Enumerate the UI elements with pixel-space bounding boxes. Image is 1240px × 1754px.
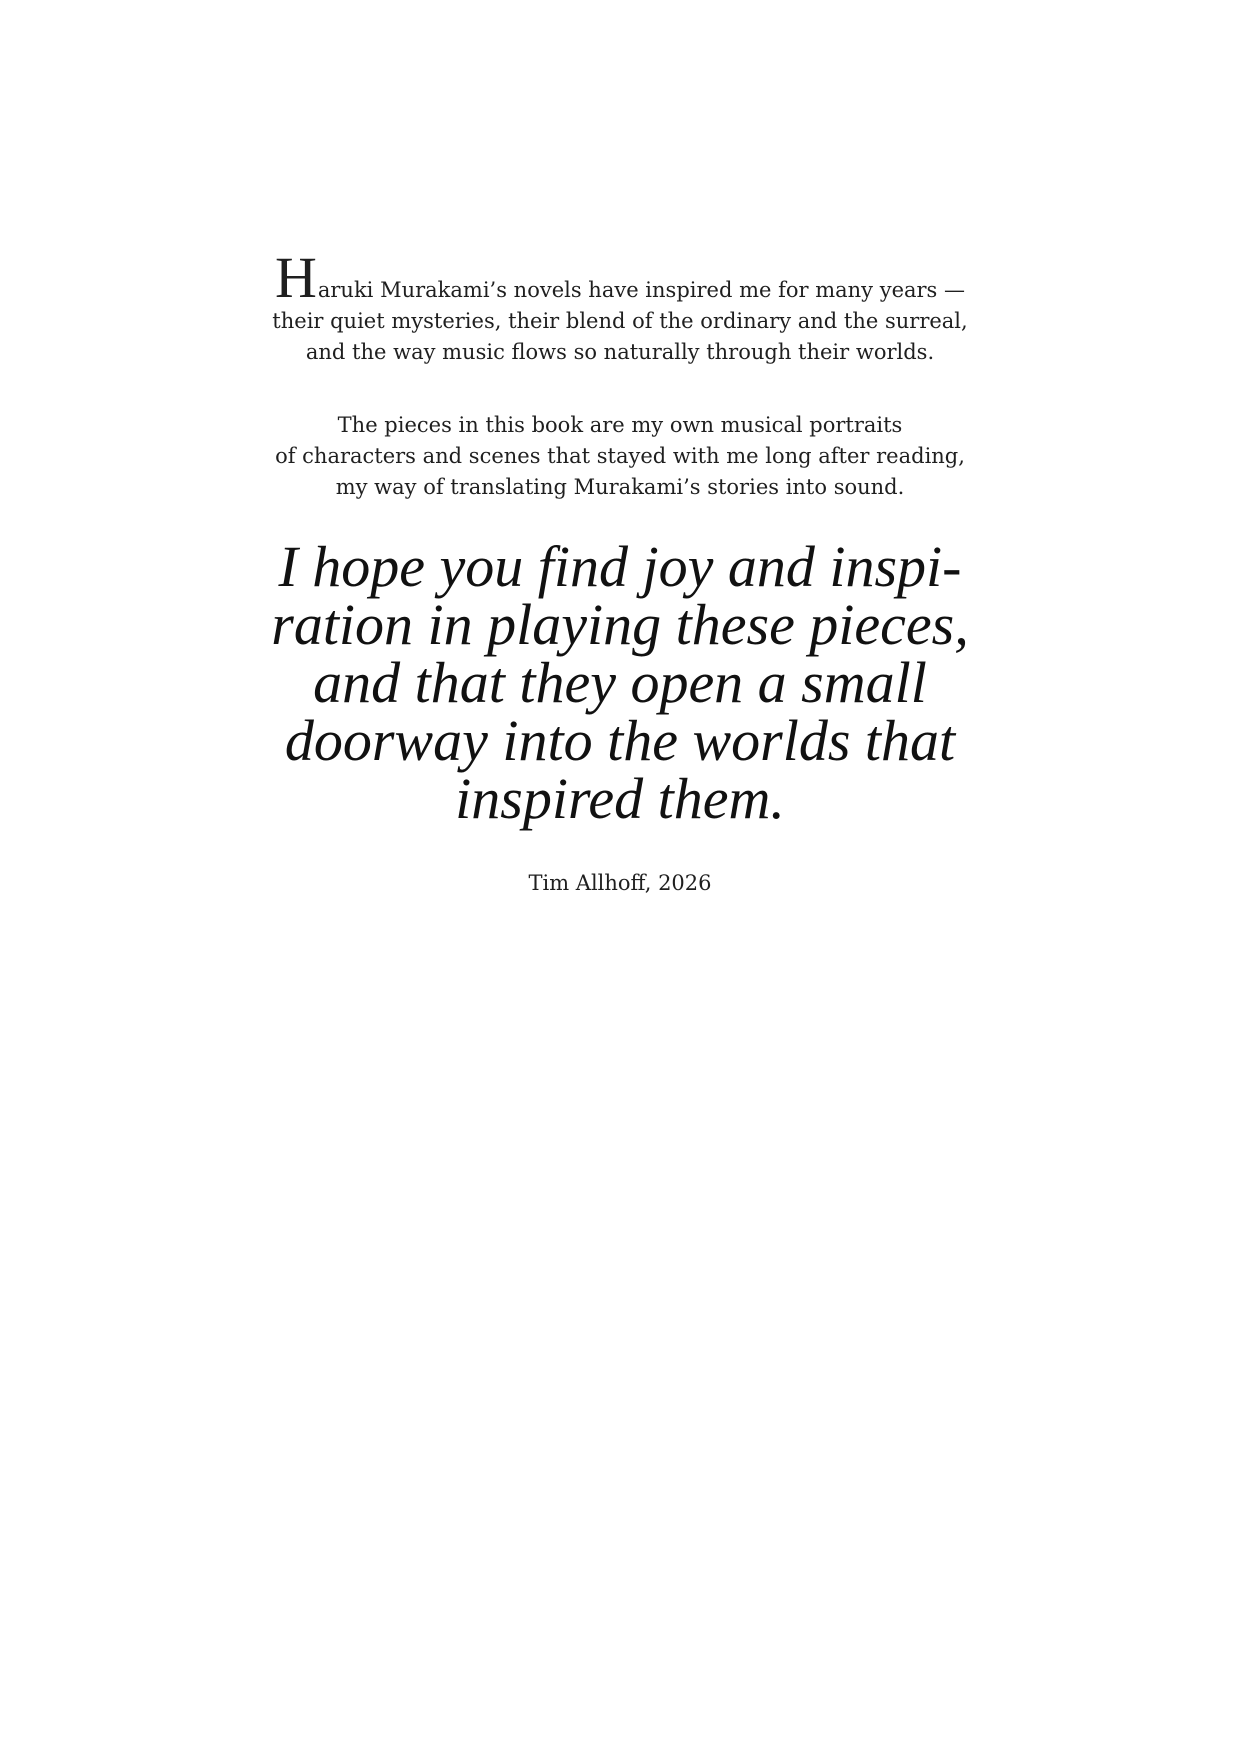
quote-line: doorway into the worlds that: [284, 708, 956, 773]
author-signature: Tim Allhoff, 2026: [528, 871, 712, 895]
intro-paragraph-1-line-text: aruki Murakami’s novels have inspired me for many years —: [317, 278, 966, 302]
intro-text: [160, 245, 1080, 499]
intro-paragraph-2-line: The pieces in this book are my own musical portraits: [337, 413, 903, 437]
quote-line: ration in playing these pieces,: [271, 592, 969, 657]
intro-paragraph-1-line: and the way music flows so naturally through their worlds.: [305, 340, 935, 364]
intro-paragraph-1: [160, 245, 1080, 368]
quote-line: and that they open a small: [313, 650, 927, 715]
highlight-quote: [120, 534, 1120, 831]
quote-line: inspired them.: [455, 766, 785, 831]
intro-paragraph-2-line: my way of translating Murakami’s stories into sound.: [335, 475, 905, 499]
drop-cap: H: [274, 245, 317, 310]
intro-paragraph-1-line: their quiet mysteries, their blend of the ordinary and the surreal,: [272, 309, 968, 333]
intro-paragraph-1-line: [160, 245, 1080, 310]
intro-paragraph-2: [160, 410, 1080, 503]
quote-line: I hope you find joy and inspi-: [278, 534, 962, 599]
intro-paragraph-2-line: of characters and scenes that stayed with me long after reading,: [275, 444, 965, 468]
